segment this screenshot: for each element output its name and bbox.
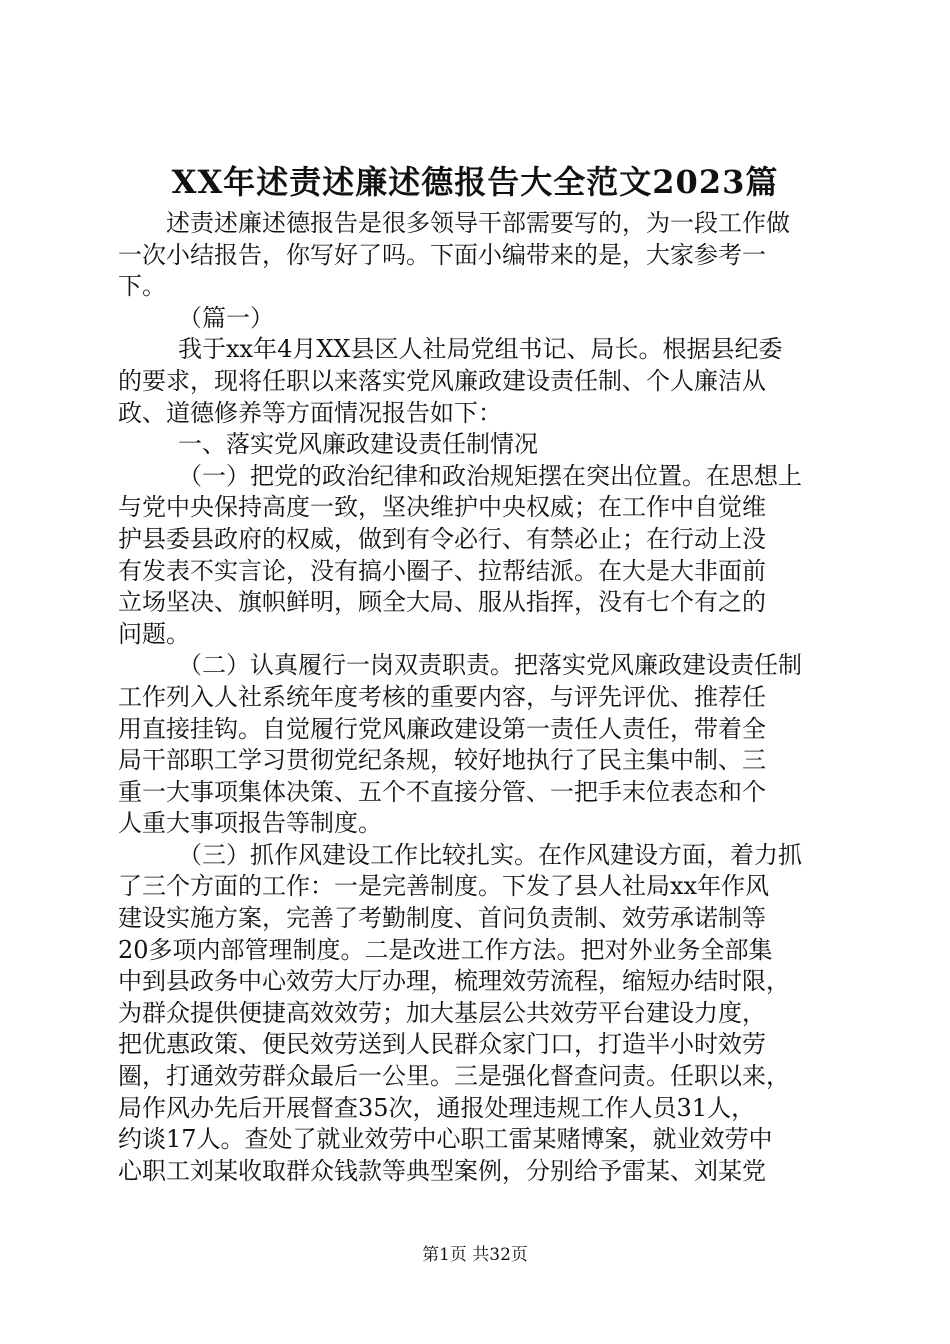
body-line: 建设实施方案，完善了考勤制度、首问负责制、效劳承诺制等 <box>118 904 766 933</box>
body-line: 的要求，现将任职以来落实党风廉政建设责任制、个人廉洁从 <box>118 366 766 395</box>
body-line: 把优惠政策、便民效劳送到人民群众家门口，打造半小时效劳 <box>118 1030 766 1059</box>
body-line: 立场坚决、旗帜鲜明，顾全大局、服从指挥，没有七个有之的 <box>118 588 766 617</box>
body-line: 局作风办先后开展督查35次，通报处理违规工作人员31人， <box>118 1093 756 1122</box>
body-line: 护县委县政府的权威，做到有令必行、有禁必止；在行动上没 <box>118 524 766 553</box>
body-line: 中到县政务中心效劳大厅办理，梳理效劳流程，缩短办结时限， <box>118 967 790 996</box>
body-line: 为群众提供便捷高效效劳；加大基层公共效劳平台建设力度， <box>118 998 766 1027</box>
body-line: 心职工刘某收取群众钱款等典型案例，分别给予雷某、刘某党 <box>118 1156 766 1185</box>
body-line: 问题。 <box>118 619 190 648</box>
document-title: XX年述责述廉述德报告大全范文2023篇 <box>171 163 779 201</box>
body-line: 了三个方面的工作：一是完善制度。下发了县人社局xx年作风 <box>118 872 770 901</box>
body-line: 重一大事项集体决策、五个不直接分管、一把手末位表态和个 <box>118 777 766 806</box>
body-line: 工作列入人社系统年度考核的重要内容，与评先评优、推荐任 <box>118 682 766 711</box>
body-line: 我于xx年4月XX县区人社局党组书记、局长。根据县纪委 <box>178 335 783 364</box>
body-line: 述责述廉述德报告是很多领导干部需要写的，为一段工作做 <box>166 209 790 237</box>
body-line: 人重大事项报告等制度。 <box>118 809 382 838</box>
body-line: （二）认真履行一岗双责职责。把落实党风廉政建设责任制 <box>178 651 802 680</box>
body-line: 一次小结报告，你写好了吗。下面小编带来的是，大家参考一 <box>118 240 766 269</box>
page-number: 第1页 共32页 <box>422 1245 528 1265</box>
body-line: 政、道德修养等方面情况报告如下： <box>118 398 502 427</box>
body-line: 20多项内部管理制度。二是改进工作方法。把对外业务全部集 <box>118 935 773 964</box>
body-line: 下。 <box>118 272 166 301</box>
section-heading: （篇一） <box>178 303 274 332</box>
section-heading: 一、落实党风廉政建设责任制情况 <box>178 430 538 459</box>
body-line: 圈，打通效劳群众最后一公里。三是强化督查问责。任职以来， <box>118 1062 790 1091</box>
body-line: （一）把党的政治纪律和政治规矩摆在突出位置。在思想上 <box>178 461 802 490</box>
body-line: 约谈17人。查处了就业效劳中心职工雷某赌博案，就业效劳中 <box>118 1125 773 1154</box>
body-line: 与党中央保持高度一致，坚决维护中央权威；在工作中自觉维 <box>118 493 766 522</box>
body-line: 局干部职工学习贯彻党纪条规，较好地执行了民主集中制、三 <box>118 746 766 775</box>
body-line: 有发表不实言论，没有搞小圈子、拉帮结派。在大是大非面前 <box>118 556 766 585</box>
body-line: （三）抓作风建设工作比较扎实。在作风建设方面，着力抓 <box>178 840 802 869</box>
body-line: 用直接挂钩。自觉履行党风廉政建设第一责任人责任，带着全 <box>118 714 766 743</box>
document-body <box>118 208 838 1187</box>
